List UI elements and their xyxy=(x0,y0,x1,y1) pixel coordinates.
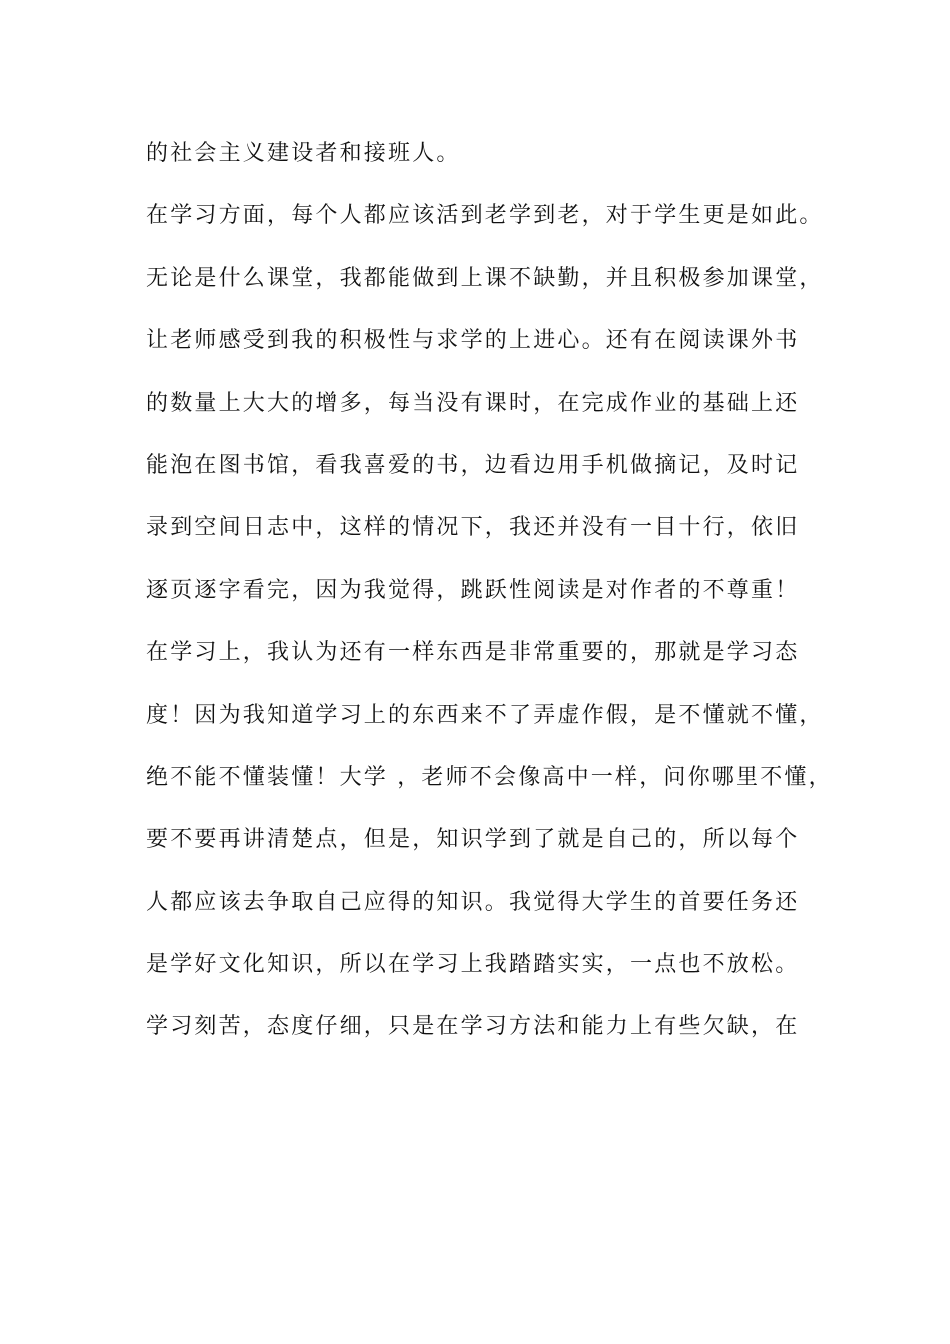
text-line: 的数量上大大的增多，每当没有课时，在完成作业的基础上还 xyxy=(146,390,800,416)
text-line: 让老师感受到我的积极性与求学的上进心。还有在阅读课外书 xyxy=(146,328,800,354)
body-text xyxy=(146,123,836,1059)
text-line: 绝不能不懂装懂！大学 ，老师不会像高中一样，问你哪里不懂， xyxy=(146,764,833,790)
text-line: 学习刻苦，态度仔细，只是在学习方法和能力上有些欠缺，在 xyxy=(146,1014,800,1040)
text-line: 在学习上，我认为还有一样东西是非常重要的，那就是学习态 xyxy=(146,640,800,666)
text-line: 人都应该去争取自己应得的知识。我觉得大学生的首要任务还 xyxy=(146,889,800,915)
text-line: 无论是什么课堂，我都能做到上课不缺勤，并且积极参加课堂， xyxy=(146,265,824,291)
text-line: 能泡在图书馆，看我喜爱的书，边看边用手机做摘记，及时记 xyxy=(146,452,800,478)
text-line: 是学好文化知识，所以在学习上我踏踏实实，一点也不放松。 xyxy=(146,952,800,978)
text-line: 录到空间日志中，这样的情况下，我还并没有一目十行，依旧 xyxy=(146,515,800,541)
text-line: 要不要再讲清楚点，但是，知识学到了就是自己的，所以每个 xyxy=(146,827,800,853)
text-line: 的社会主义建设者和接班人。 xyxy=(146,141,461,166)
text-line: 在学习方面，每个人都应该活到老学到老，对于学生更是如此。 xyxy=(146,203,824,229)
text-line: 逐页逐字看完，因为我觉得，跳跃性阅读是对作者的不尊重！ xyxy=(146,577,800,603)
text-line: 度！因为我知道学习上的东西来不了弄虚作假，是不懂就不懂， xyxy=(146,702,824,728)
